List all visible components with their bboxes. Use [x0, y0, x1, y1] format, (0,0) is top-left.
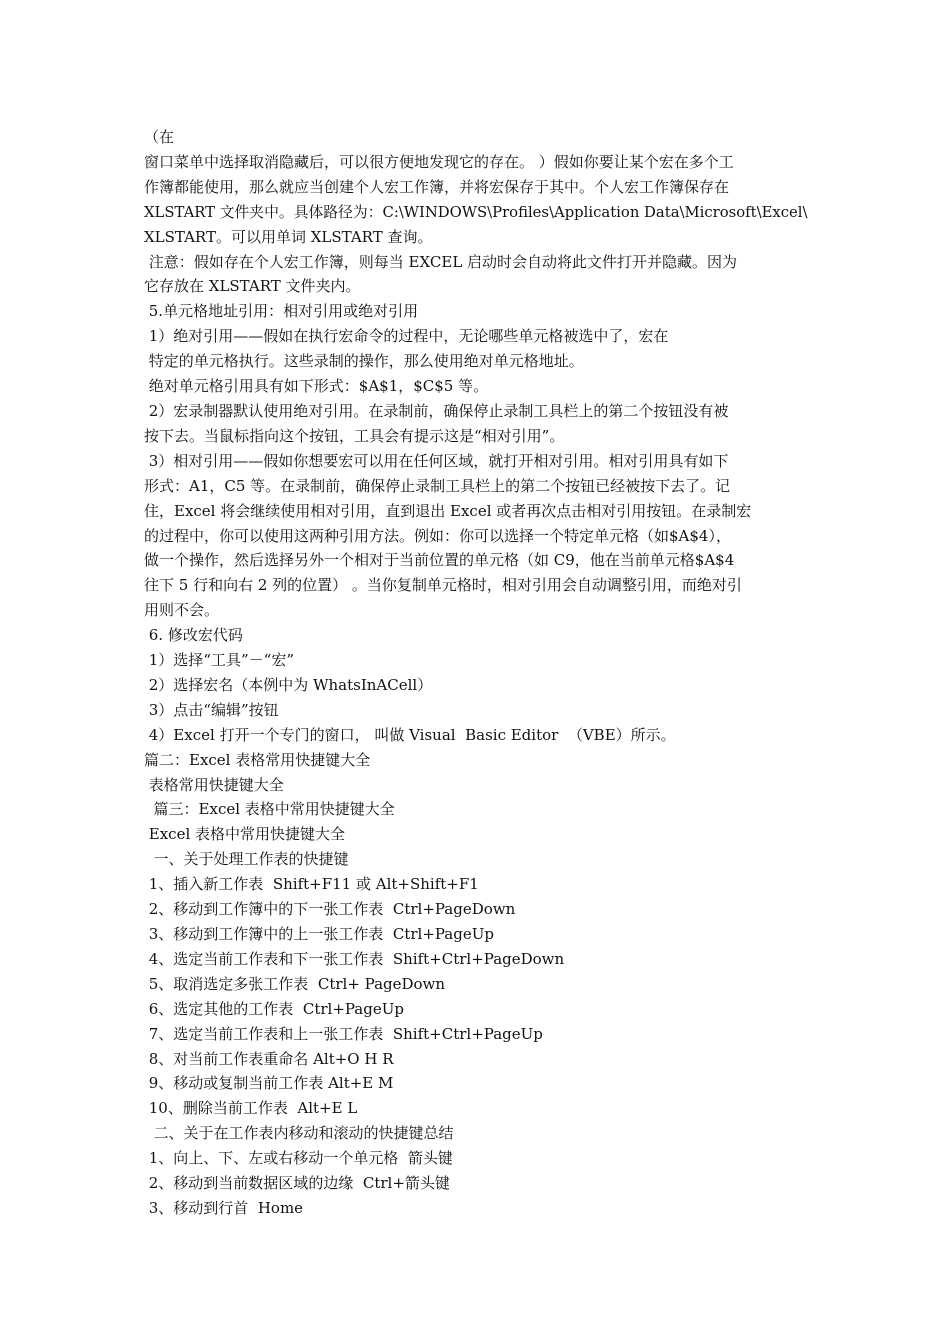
paragraph [144, 125, 808, 150]
paragraph [144, 723, 808, 748]
text-line: 表格常用快捷键大全 [144, 775, 284, 794]
paragraph [144, 623, 808, 648]
text-line: 特定的单元格执行。这些录制的操作，那么使用绝对单元格地址。 [144, 352, 584, 371]
text-line: 作簿都能使用，那么就应当创建个人宏工作簿，并将宏保存于其中。个人宏工作簿保存在 [144, 177, 730, 196]
text-line: 1、向上、下、左或右移动一个单元格 箭头键 [144, 1149, 453, 1168]
text-line: 1）选择“工具”－“宏” [144, 651, 294, 670]
paragraph [144, 1146, 808, 1171]
text-line: 6、选定其他的工作表 Ctrl+PageUp [144, 999, 404, 1018]
text-line: 做一个操作，然后选择另外一个相对于当前位置的单元格（如 C9，他在当前单元格$A$4 [144, 551, 735, 570]
paragraph [144, 1047, 808, 1072]
paragraph [144, 947, 808, 972]
text-line: 按下去。当鼠标指向这个按钮，工具会有提示这是“相对引用”。 [144, 426, 565, 445]
paragraph [144, 1096, 808, 1121]
text-line: 篇二：Excel 表格常用快捷键大全 [144, 750, 371, 769]
text-line: 往下 5 行和向右 2 列的位置） 。当你复制单元格时，相对引用会自动调整引用，而绝对引 [144, 576, 742, 595]
text-line: 3）点击“编辑”按钮 [144, 700, 279, 719]
text-line: 4、选定当前工作表和下一张工作表 Shift+Ctrl+PageDown [144, 949, 565, 968]
text-line: 10、删除当前工作表 Alt+E L [144, 1099, 358, 1118]
paragraph [144, 648, 808, 673]
document-body [144, 125, 808, 1221]
paragraph [144, 374, 808, 399]
text-line: 4）Excel 打开一个专门的窗口， 叫做 Visual Basic Editor （VBE）所示。 [144, 725, 676, 744]
text-line: 注意：假如存在个人宏工作簿，则每当 EXCEL 启动时会自动将此文件打开并隐藏。因为 [144, 252, 738, 271]
text-line: 篇三：Excel 表格中常用快捷键大全 [144, 800, 395, 819]
paragraph [144, 847, 808, 872]
paragraph [144, 897, 808, 922]
text-line: 8、对当前工作表重命名 Alt+O H R [144, 1049, 394, 1068]
paragraph [144, 1171, 808, 1196]
text-line: 一、关于处理工作表的快捷键 [144, 850, 349, 869]
text-line: 2、移动到工作簿中的下一张工作表 Ctrl+PageDown [144, 900, 516, 919]
paragraph [144, 150, 808, 250]
paragraph [144, 250, 808, 300]
text-line: 3）相对引用——假如你想要宏可以用在任何区域，就打开相对引用。相对引用具有如下 [144, 451, 729, 470]
paragraph [144, 1071, 808, 1096]
paragraph [144, 299, 808, 324]
text-line: 5、取消选定多张工作表 Ctrl+ PageDown [144, 974, 446, 993]
text-line: 3、移动到工作簿中的上一张工作表 Ctrl+PageUp [144, 925, 494, 943]
text-line: 1、插入新工作表 Shift+F11 或 Alt+Shift+F1 [144, 875, 479, 894]
text-line: 2、移动到当前数据区域的边缘 Ctrl+箭头键 [144, 1174, 450, 1193]
text-line: Excel 表格中常用快捷键大全 [144, 825, 346, 844]
paragraph [144, 748, 808, 773]
text-line: 5.单元格地址引用：相对引用或绝对引用 [144, 302, 419, 321]
paragraph [144, 1121, 808, 1146]
text-line: 7、选定当前工作表和上一张工作表 Shift+Ctrl+PageUp [144, 1024, 543, 1043]
text-line: 用则不会。 [144, 601, 220, 620]
text-line: 绝对单元格引用具有如下形式：$A$1，$C$5 等。 [144, 377, 489, 396]
paragraph [144, 1196, 808, 1221]
text-line: 窗口菜单中选择取消隐藏后，可以很方便地发现它的存在。 ）假如你要让某个宏在多个工 [144, 152, 734, 171]
paragraph [144, 449, 808, 623]
text-line: 2）选择宏名（本例中为 WhatsInACell） [144, 675, 433, 694]
text-line: 3、移动到行首 Home [144, 1198, 304, 1217]
paragraph [144, 972, 808, 997]
text-line: 9、移动或复制当前工作表 Alt+E M [144, 1074, 394, 1093]
paragraph [144, 673, 808, 698]
paragraph [144, 872, 808, 897]
text-line: XLSTART 文件夹中。具体路径为：C:\WINDOWS\Profiles\Application Data\Microsoft\Excel\ [144, 202, 808, 221]
paragraph [144, 698, 808, 723]
text-line: 它存放在 XLSTART 文件夹内。 [144, 277, 361, 296]
paragraph [144, 1022, 808, 1047]
text-line: 住，Excel 将会继续使用相对引用，直到退出 Excel 或者再次点击相对引用按钮。在录制宏 [144, 501, 752, 520]
paragraph [144, 773, 808, 798]
text-line: 的过程中，你可以使用这两种引用方法。例如：你可以选择一个特定单元格（如$A$4）， [144, 526, 731, 545]
text-line: 6. 修改宏代码 [144, 626, 243, 645]
text-line: 2）宏录制器默认使用绝对引用。在录制前，确保停止录制工具栏上的第二个按钮没有被 [144, 401, 729, 420]
text-line: XLSTART。可以用单词 XLSTART 查询。 [144, 227, 433, 246]
paragraph [144, 324, 808, 349]
paragraph [144, 399, 808, 449]
text-line: （在 [144, 128, 175, 146]
paragraph [144, 997, 808, 1022]
paragraph [144, 797, 808, 822]
text-line: 1）绝对引用——假如在执行宏命令的过程中，无论哪些单元格被选中了，宏在 [144, 327, 669, 346]
text-line: 形式：A1，C5 等。在录制前，确保停止录制工具栏上的第二个按钮已经被按下去了。记 [144, 476, 731, 495]
paragraph [144, 822, 808, 847]
text-line: 二、关于在工作表内移动和滚动的快捷键总结 [144, 1124, 454, 1143]
paragraph [144, 922, 808, 947]
paragraph [144, 349, 808, 374]
